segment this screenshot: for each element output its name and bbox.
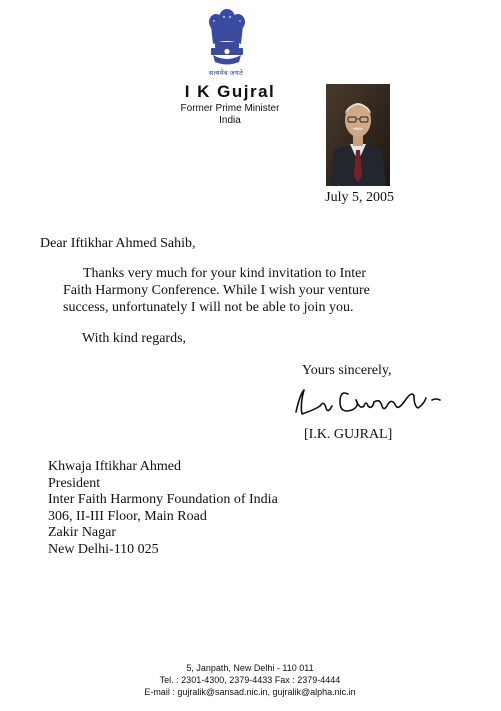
letterhead-footer xyxy=(100,662,400,698)
letterhead-country: India xyxy=(219,115,241,126)
recipient-address xyxy=(48,459,278,559)
closing: Yours sincerely, xyxy=(302,363,392,378)
recipient-address-line: Zakir Nagar xyxy=(48,525,117,541)
recipient-organization: Inter Faith Harmony Foundation of India xyxy=(48,492,278,508)
body-line: Thanks very much for your kind invitation to Inter xyxy=(83,266,367,281)
salutation: Dear Iftikhar Ahmed Sahib, xyxy=(40,236,196,251)
footer-phone: Tel. : 2301-4300, 2379-4433 Fax : 2379-4444 xyxy=(159,675,341,685)
portrait-photo xyxy=(326,84,390,186)
regards: With kind regards, xyxy=(82,331,187,346)
body-line: success, unfortunately I will not be able to join you. xyxy=(63,300,354,315)
footer-email: E-mail : gujralik@sansad.nic.in, gujralik@alpha.nic.in xyxy=(144,687,356,697)
body-line: Faith Harmony Conference. While I wish your venture xyxy=(63,283,370,298)
handwritten-signature xyxy=(290,380,460,422)
footer-address: 5, Janpath, New Delhi - 110 011 xyxy=(186,663,314,673)
letterhead-title: Former Prime Minister xyxy=(180,103,280,114)
recipient-city: New Delhi-110 025 xyxy=(48,541,159,557)
recipient-position: President xyxy=(48,475,101,491)
recipient-name: Khwaja Iftikhar Ahmed xyxy=(48,459,181,474)
emblem-motto: सत्यमेव जयते xyxy=(208,70,244,77)
signatory-name: [I.K. GUJRAL] xyxy=(304,427,393,442)
letter-date: July 5, 2005 xyxy=(325,190,394,205)
letterhead-name: I K Gujral xyxy=(184,82,276,101)
letter-body xyxy=(63,265,423,316)
recipient-address-line: 306, II-III Floor, Main Road xyxy=(48,508,207,524)
